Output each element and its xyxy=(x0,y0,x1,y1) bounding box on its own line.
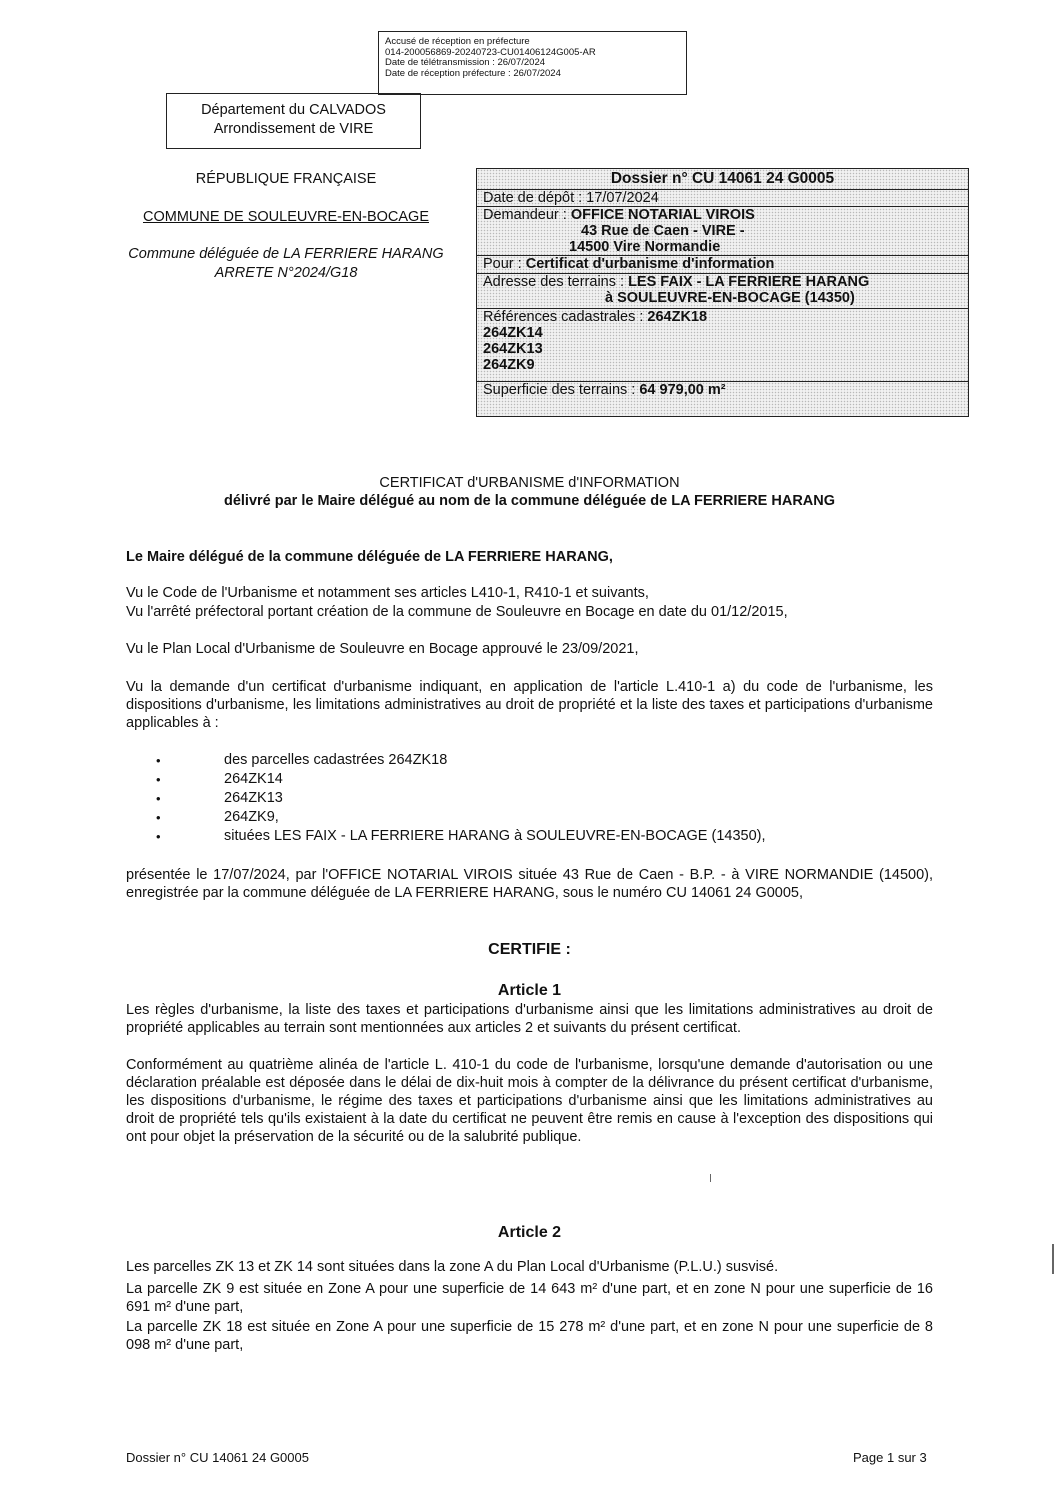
department-box xyxy=(166,93,421,149)
pour-value: Certificat d'urbanisme d'information xyxy=(525,256,775,272)
scan-mark xyxy=(710,1174,711,1182)
date-depot: Date de dépôt : 17/07/2024 xyxy=(477,190,968,207)
references-cadastrales-row xyxy=(477,309,968,382)
article2-line2: La parcelle ZK 9 est située en Zone A pour une superficie de 14 643 m² d'une part, et en zone N pour une superficie de 16 691 m² d'une part, xyxy=(126,1281,933,1315)
article2-line3: La parcelle ZK 18 est située en Zone A pour une superficie de 15 278 m² d'une part, et en zone N pour une superficie de 8 098 m² d'une part, xyxy=(126,1319,933,1353)
references-label: Références cadastrales : xyxy=(483,309,648,325)
list-item: • 264ZK13 xyxy=(148,789,938,808)
article1-paragraph2: Conformément au quatrième alinéa de l'article L. 410-1 du code de l'urbanisme, lorsqu'une demande d'autorisation ou une déclaration préalable est déposée dans le délai de dix-huit mois à compter de la délivrance du présent certificat d'urbanisme, les dispositions d'urbanisme, le régime des taxes et participations d'urbanisme ainsi que les limitations administratives au droit de propriété tels qu'ils existaient à la date du certificat ne peuvent être remis en cause à l'exception des dispositions qui ont pour objet la préservation de la sécurité ou de la salubrité publique. xyxy=(126,1057,933,1145)
reference-value: 264ZK13 xyxy=(483,341,543,357)
stamp-line: Date de télétransmission : 26/07/2024 xyxy=(385,57,546,68)
prefecture-receipt-stamp xyxy=(378,31,687,95)
demandeur-address-line2: 14500 Vire Normandie xyxy=(569,239,721,255)
reference-value: 264ZK9 xyxy=(483,357,535,373)
scan-mark xyxy=(1052,1244,1054,1274)
republic-heading: RÉPUBLIQUE FRANÇAISE xyxy=(195,171,377,187)
parcel-list xyxy=(148,751,938,846)
commune-heading: COMMUNE DE SOULEUVRE-EN-BOCAGE xyxy=(142,209,429,225)
pour-label: Pour : xyxy=(483,256,526,272)
arrete-number: ARRETE N°2024/G18 xyxy=(214,265,358,281)
presentee-paragraph: présentée le 17/07/2024, par l'OFFICE NOTARIAL VIROIS située 43 Rue de Caen - B.P. - à VIRE NORMANDIE (14500), enregistrée par la commune déléguée de LA FERRIERE HARANG, sous le numéro CU 14061 24 G0005, xyxy=(126,867,933,901)
adresse-terrains-row xyxy=(477,274,968,309)
adresse-value-line1: LES FAIX - LA FERRIERE HARANG xyxy=(628,274,870,290)
demandeur-name: OFFICE NOTARIAL VIROIS xyxy=(570,207,755,223)
dossier-number: Dossier n° CU 14061 24 G0005 xyxy=(477,169,968,190)
certificate-title xyxy=(126,474,933,510)
article2-line1: Les parcelles ZK 13 et ZK 14 sont situées dans la zone A du Plan Local d'Urbanisme (P.L.U.) susvisé. xyxy=(126,1259,779,1275)
vu-code-urbanisme: Vu le Code de l'Urbanisme et notamment ses articles L410-1, R410-1 et suivants, xyxy=(126,585,649,601)
demandeur-block xyxy=(477,207,968,256)
superficie-value: 64 979,00 m² xyxy=(639,382,726,398)
vu-plan-local: Vu le Plan Local d'Urbanisme de Souleuvre en Bocage approuvé le 23/09/2021, xyxy=(126,641,639,657)
adresse-value-line2: à SOULEUVRE-EN-BOCAGE (14350) xyxy=(605,290,855,306)
list-item: • 264ZK9, xyxy=(148,808,938,827)
article2-title: Article 2 xyxy=(497,1224,562,1241)
stamp-line: 014-200056869-20240723-CU01406124G005-AR xyxy=(385,46,596,58)
vu-demande: Vu la demande d'un certificat d'urbanisme indiquant, en application de l'article L.410-1 a) du code de l'urbanisme, les dispositions d'urbanisme, les limitations administratives au droit de propriété et la liste des taxes et participations d'urbanisme applicables à : xyxy=(126,679,933,731)
list-item: • des parcelles cadastrées 264ZK18 xyxy=(148,751,938,770)
adresse-label: Adresse des terrains : xyxy=(483,274,629,290)
demandeur-label: Demandeur : xyxy=(483,207,571,223)
certificate-title-line1: CERTIFICAT d'URBANISME d'INFORMATION xyxy=(379,475,680,491)
dossier-info-box xyxy=(476,168,969,417)
vu-arrete-prefectoral: Vu l'arrêté préfectoral portant création de la commune de Souleuvre en Bocage en date du 01/12/2015, xyxy=(126,604,788,620)
footer-dossier-number: Dossier n° CU 14061 24 G0005 xyxy=(126,1450,309,1465)
commune-deleguee xyxy=(100,246,472,262)
reference-value: 264ZK18 xyxy=(647,309,708,325)
stamp-line: Accusé de réception en préfecture xyxy=(385,36,530,47)
certificate-title-line2: délivré par le Maire délégué au nom de la commune déléguée de LA FERRIERE HARANG xyxy=(223,493,836,509)
article1-title: Article 1 xyxy=(497,982,562,999)
list-item: • situées LES FAIX - LA FERRIERE HARANG à SOULEUVRE-EN-BOCAGE (14350), xyxy=(148,827,938,846)
article1-paragraph1: Les règles d'urbanisme, la liste des taxes et participations d'urbanisme ainsi que les limitations administratives au droit de propriété applicables au terrain sont mentionnées aux articles 2 et suivants du présent certificat. xyxy=(126,1002,933,1036)
superficie-row xyxy=(477,382,968,399)
department-name: Département du CALVADOS xyxy=(201,102,386,118)
list-item: • 264ZK14 xyxy=(148,770,938,789)
maire-statement: Le Maire délégué de la commune déléguée de LA FERRIERE HARANG, xyxy=(126,549,613,565)
demandeur-address-line1: 43 Rue de Caen - VIRE - xyxy=(581,223,745,239)
certifie-heading: CERTIFIE : xyxy=(488,941,571,958)
stamp-line: Date de réception préfecture : 26/07/2024 xyxy=(385,67,561,79)
commune-deleguee-prefix: Commune déléguée de xyxy=(128,246,284,262)
reference-value: 264ZK14 xyxy=(483,325,543,341)
commune-deleguee-name: LA FERRIERE HARANG xyxy=(283,246,444,262)
arrondissement-name: Arrondissement de VIRE xyxy=(213,121,374,137)
pour-row xyxy=(477,256,968,274)
page-number: Page 1 sur 3 xyxy=(853,1450,927,1465)
superficie-label: Superficie des terrains : xyxy=(483,382,640,398)
